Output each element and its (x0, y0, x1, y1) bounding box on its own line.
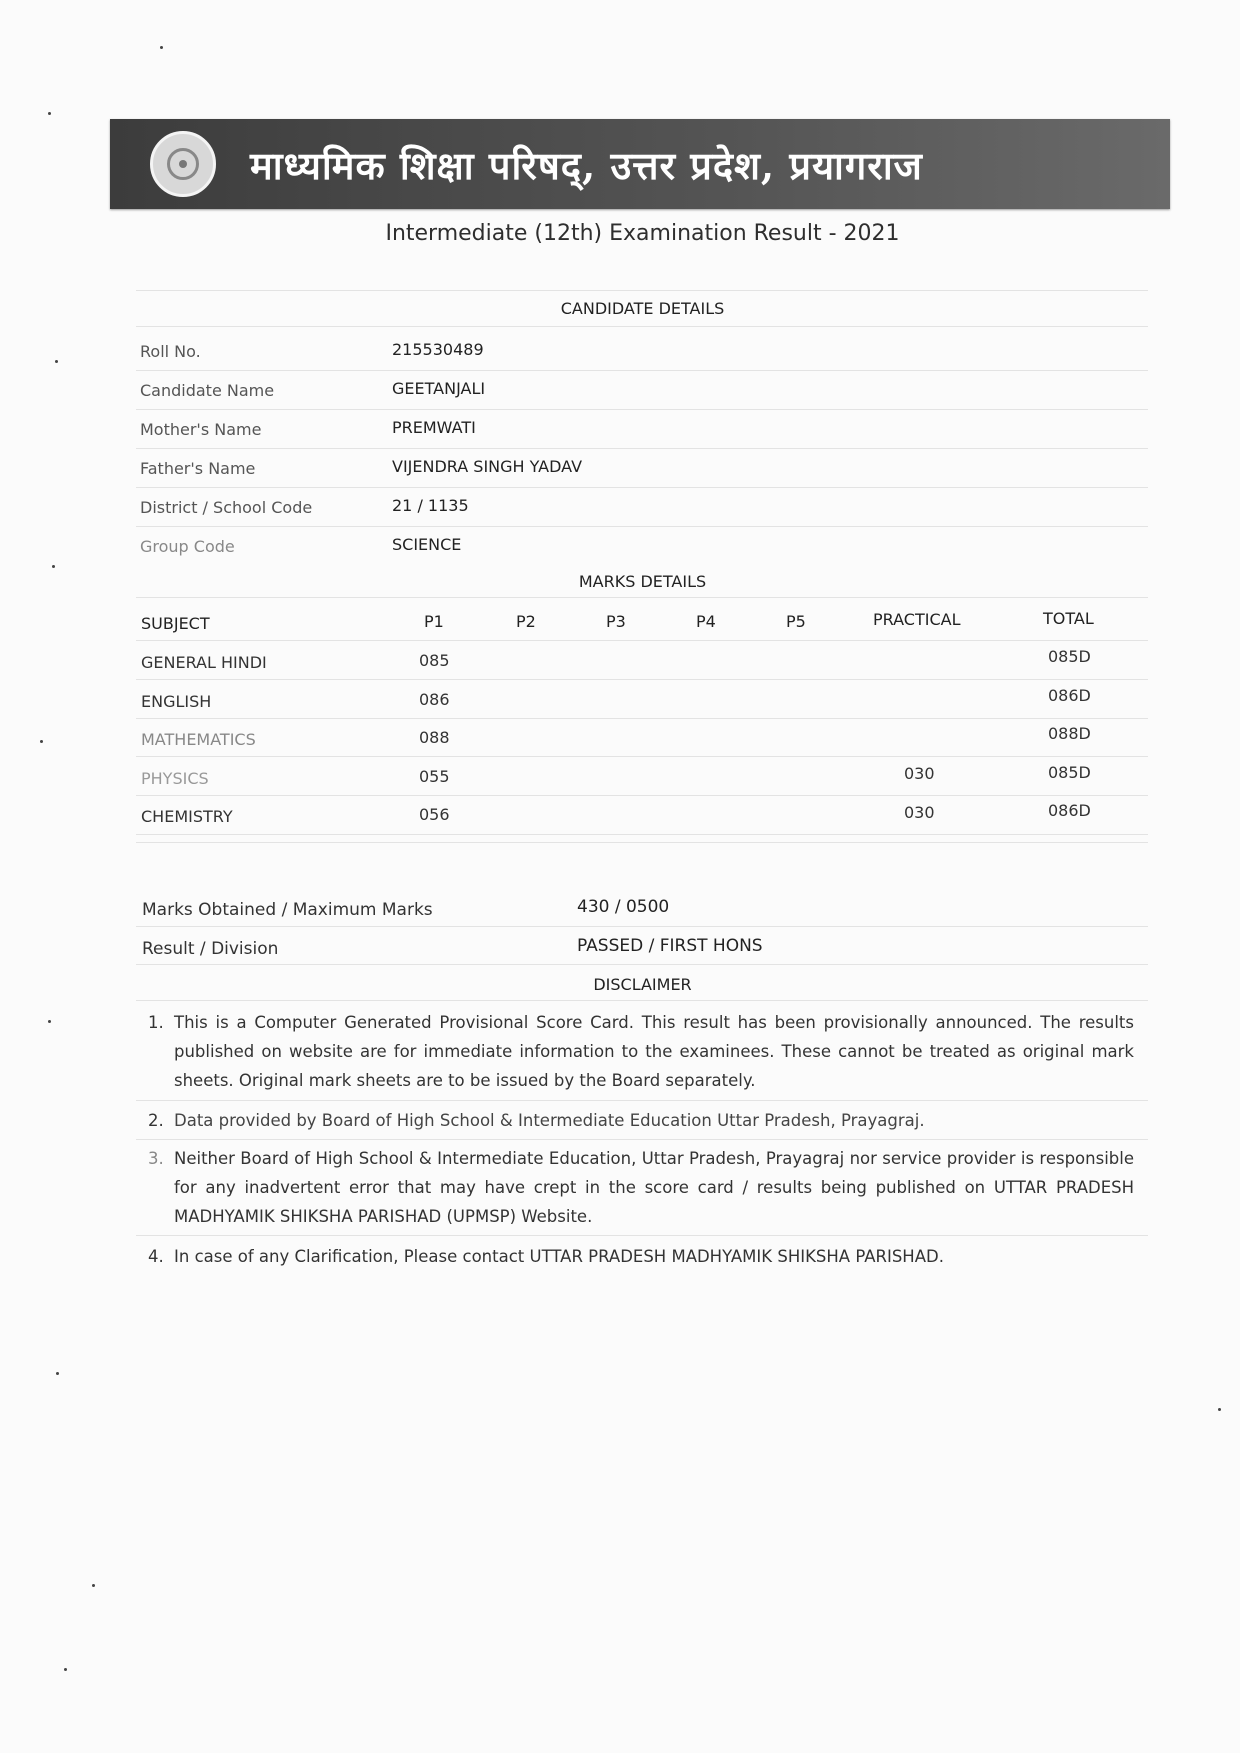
disclaimer-item-text: In case of any Clarification, Please contact UTTAR PRADESH MADHYAMIK SHIKSHA PARISHAD. (174, 1247, 944, 1266)
upmsp-emblem-icon (150, 131, 216, 197)
scan-speck (160, 46, 163, 49)
divider (136, 409, 1148, 410)
scan-speck (1218, 1408, 1221, 1411)
scan-speck (40, 740, 43, 743)
group-code-value: SCIENCE (392, 535, 462, 554)
disclaimer-item-text: This is a Computer Generated Provisional Score Card. This result has been provisionally announced. The results published on website are for immediate information to the examinees. These cannot be treated as original mark sheets. Original mark sheets are to be issued by the Board separately. (174, 1013, 1134, 1090)
candidate-details-heading: CANDIDATE DETAILS (560, 299, 725, 318)
result-division-value: PASSED / FIRST HONS (577, 936, 763, 956)
total-marks: 085D (1048, 763, 1091, 782)
divider (136, 290, 1148, 291)
district-school-code-value: 21 / 1135 (392, 496, 469, 515)
scan-speck (52, 565, 55, 568)
candidate-name-value: GEETANJALI (392, 379, 486, 398)
divider (136, 795, 1148, 796)
marks-obtained-value: 430 / 0500 (577, 897, 670, 917)
father-name-label: Father's Name (140, 459, 256, 478)
column-header-p1: P1 (424, 612, 444, 631)
p1-marks: 088 (419, 728, 450, 747)
header-banner (110, 119, 1170, 209)
scan-speck (56, 1372, 59, 1375)
mother-name-value: PREMWATI (392, 418, 476, 437)
divider (136, 834, 1148, 835)
divider (136, 487, 1148, 488)
divider (136, 1139, 1148, 1140)
column-header-subject: SUBJECT (141, 614, 210, 633)
divider (136, 448, 1148, 449)
subject-name: CHEMISTRY (141, 807, 233, 826)
divider (136, 597, 1148, 598)
divider (136, 1100, 1148, 1101)
divider (136, 326, 1148, 327)
total-marks: 085D (1048, 647, 1091, 666)
subject-name: MATHEMATICS (141, 730, 256, 749)
p1-marks: 055 (419, 767, 450, 786)
disclaimer-item (148, 1144, 1134, 1231)
marks-obtained-label: Marks Obtained / Maximum Marks (142, 900, 433, 920)
p1-marks: 056 (419, 805, 450, 824)
group-code-label: Group Code (140, 537, 235, 556)
scan-speck (48, 1020, 51, 1023)
disclaimer-heading: DISCLAIMER (593, 975, 692, 994)
subject-name: ENGLISH (141, 692, 212, 711)
scan-speck (55, 360, 58, 363)
scan-speck (48, 112, 51, 115)
subject-name: PHYSICS (141, 769, 209, 788)
marks-details-heading: MARKS DETAILS (578, 572, 707, 591)
subject-name: GENERAL HINDI (141, 653, 267, 672)
divider (136, 756, 1148, 757)
roll-no-label: Roll No. (140, 342, 201, 361)
scan-speck (92, 1584, 95, 1587)
p1-marks: 085 (419, 651, 450, 670)
divider (136, 1235, 1148, 1236)
disclaimer-item-number: 2. (148, 1111, 164, 1130)
roll-no-value: 215530489 (392, 340, 484, 359)
column-header-p5: P5 (786, 612, 806, 631)
disclaimer-item-text: Neither Board of High School & Intermediate Education, Uttar Pradesh, Prayagraj nor service provider is responsible for any inadvertent error that may have crept in the score card / results being published on UTTAR PRADESH MADHYAMIK SHIKSHA PARISHAD (UPMSP) Website. (174, 1149, 1134, 1226)
divider (136, 679, 1148, 680)
column-header-p3: P3 (606, 612, 626, 631)
mother-name-label: Mother's Name (140, 420, 262, 439)
divider (136, 640, 1148, 641)
divider (136, 842, 1148, 843)
column-header-p2: P2 (516, 612, 536, 631)
scan-speck (64, 1668, 67, 1671)
disclaimer-item-number: 4. (148, 1247, 164, 1266)
column-header-total: TOTAL (1043, 609, 1094, 628)
divider (136, 370, 1148, 371)
practical-marks: 030 (904, 803, 935, 822)
divider (136, 926, 1148, 927)
divider (136, 1000, 1148, 1001)
board-name: माध्यमिक शिक्षा परिषद्, उत्तर प्रदेश, प्रयागराज (250, 143, 923, 188)
father-name-value: VIJENDRA SINGH YADAV (392, 457, 583, 476)
disclaimer-item (148, 1008, 1134, 1095)
disclaimer-item-number: 3. (148, 1149, 164, 1168)
column-header-practical: PRACTICAL (873, 610, 961, 629)
disclaimer-item-number: 1. (148, 1013, 164, 1032)
disclaimer-item (148, 1106, 1134, 1135)
practical-marks: 030 (904, 764, 935, 783)
district-school-code-label: District / School Code (140, 498, 313, 517)
total-marks: 086D (1048, 686, 1091, 705)
divider (136, 964, 1148, 965)
disclaimer-item (148, 1242, 1134, 1271)
exam-title: Intermediate (12th) Examination Result - 2021 (385, 221, 900, 246)
total-marks: 088D (1048, 724, 1091, 743)
p1-marks: 086 (419, 690, 450, 709)
candidate-name-label: Candidate Name (140, 381, 275, 400)
column-header-p4: P4 (696, 612, 716, 631)
total-marks: 086D (1048, 801, 1091, 820)
disclaimer-item-text: Data provided by Board of High School & Intermediate Education Uttar Pradesh, Prayagraj. (174, 1111, 925, 1130)
divider (136, 718, 1148, 719)
result-division-label: Result / Division (142, 939, 279, 959)
divider (136, 526, 1148, 527)
